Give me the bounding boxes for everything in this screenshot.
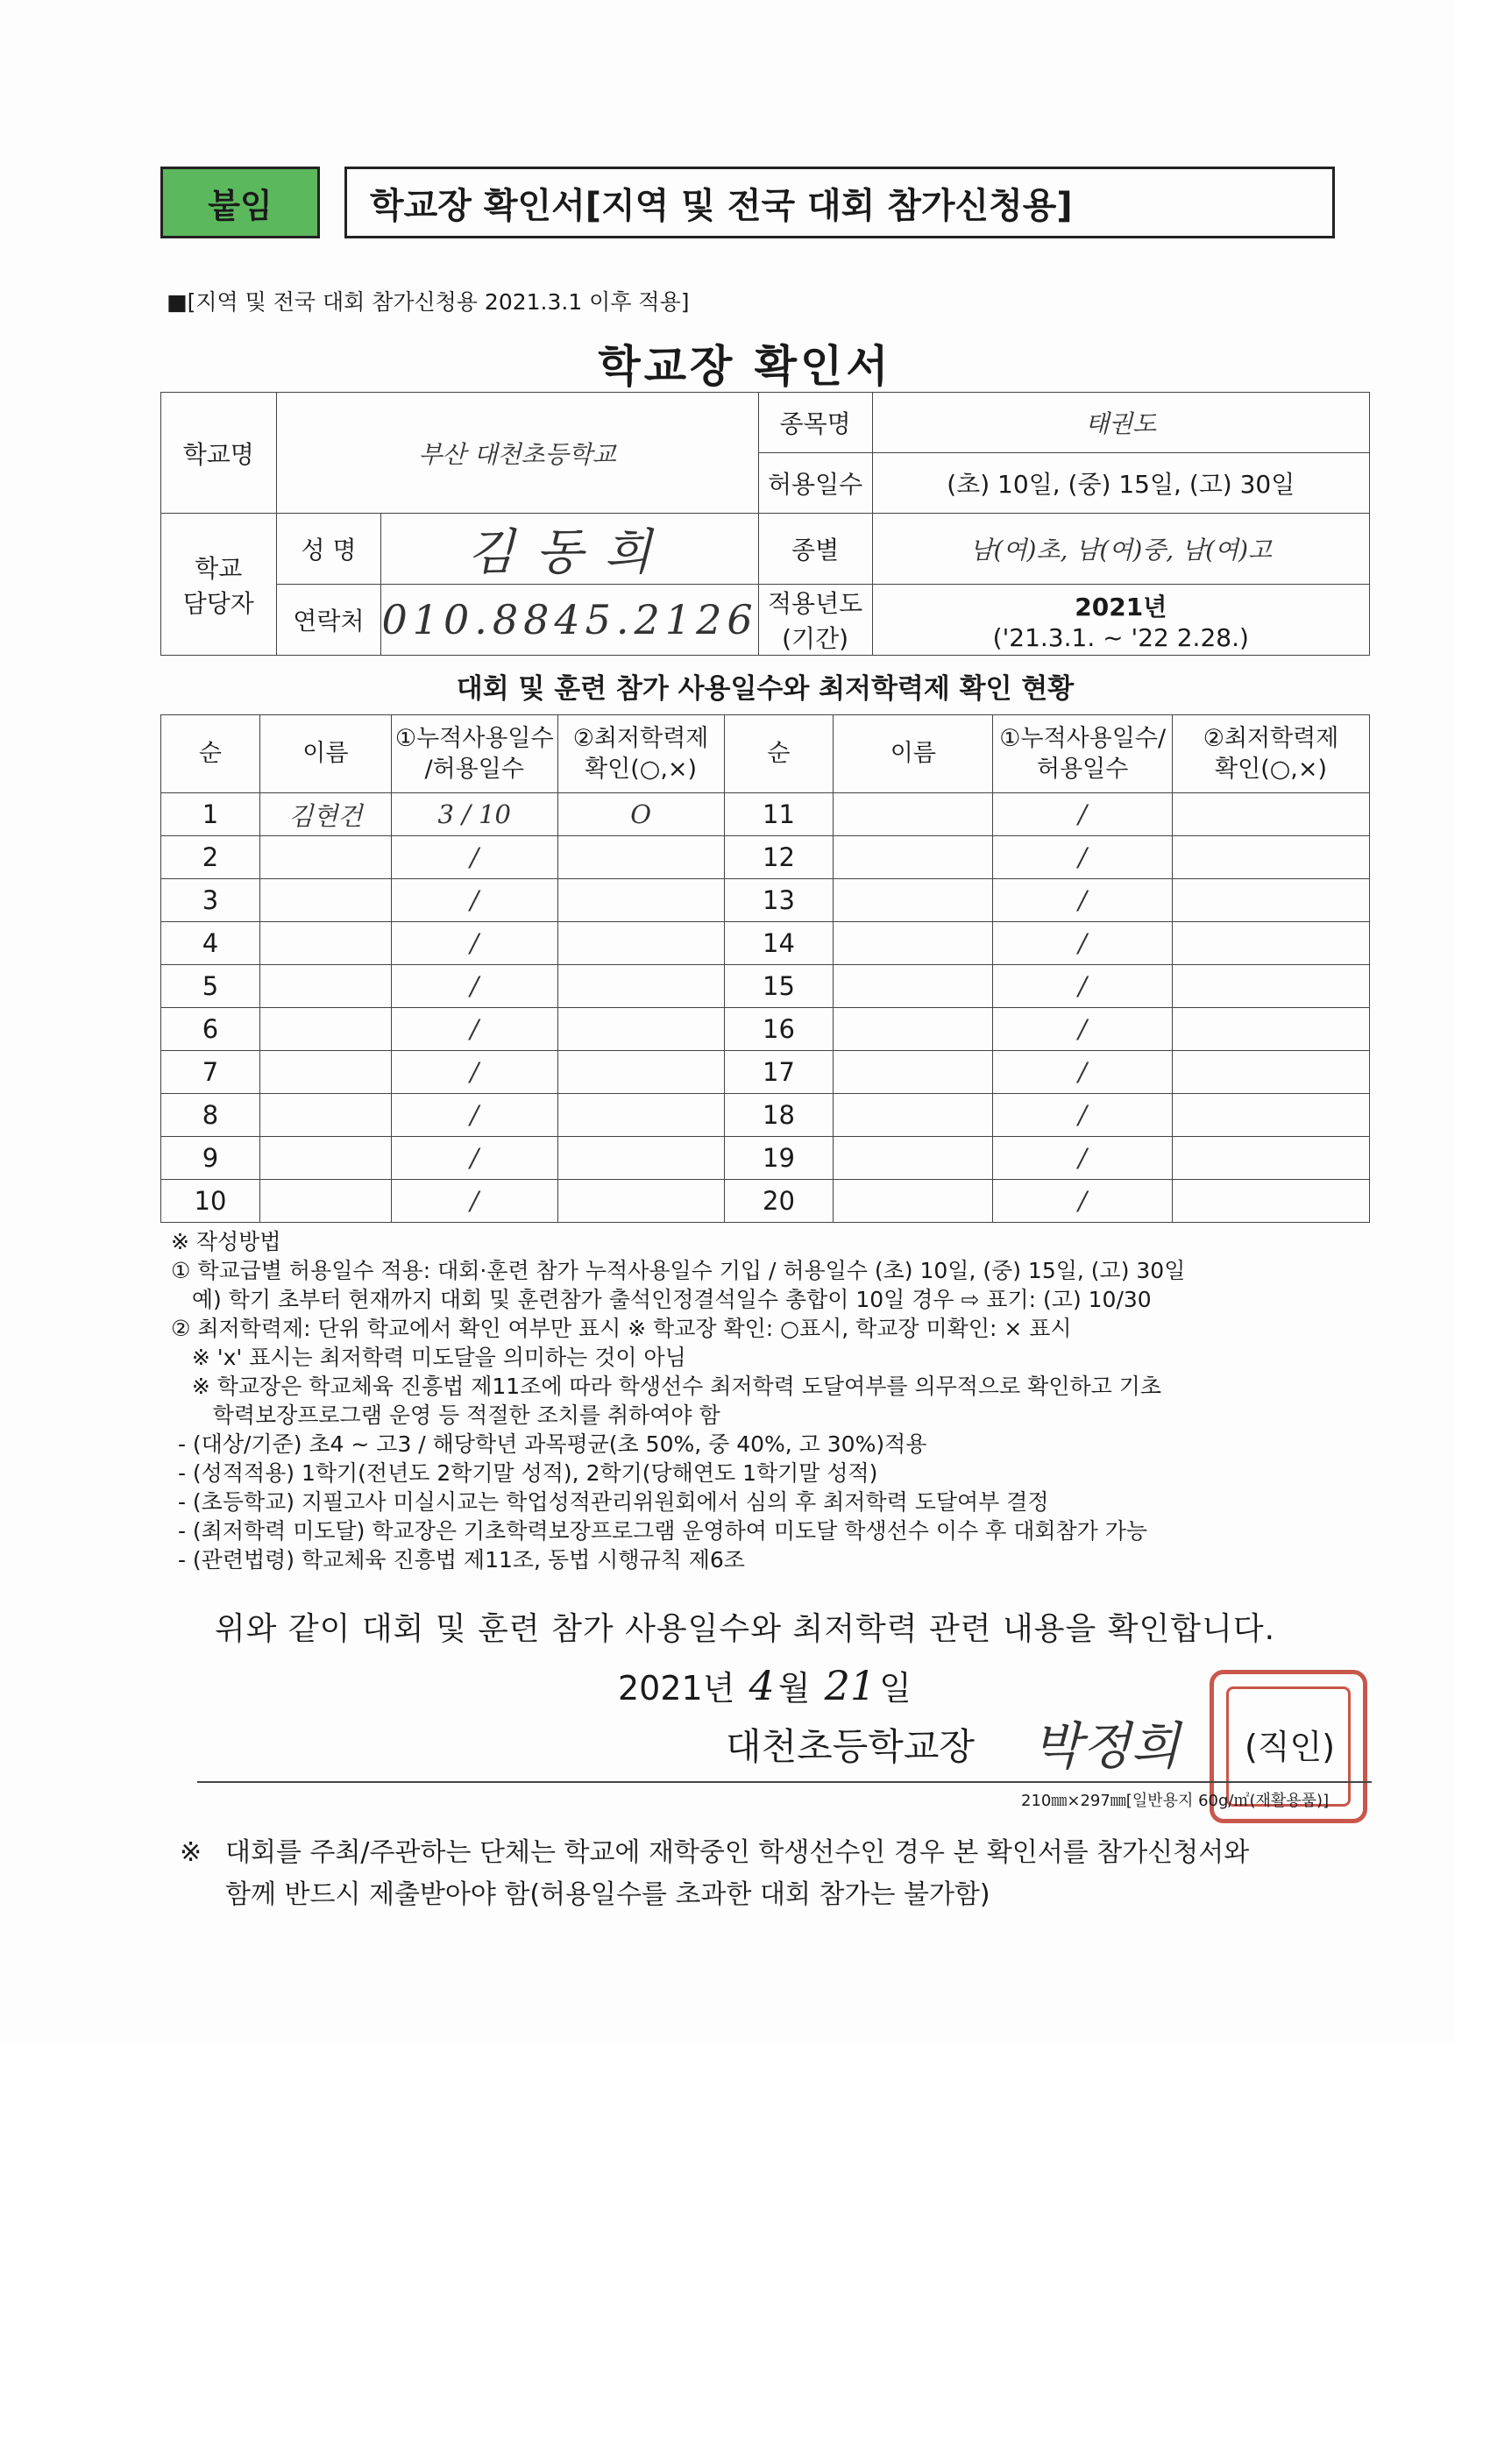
col-name: 이름 (259, 715, 391, 793)
notice-text: ■[지역 및 전국 대회 참가신청용 2021.3.1 이후 적용] (167, 289, 690, 315)
attachment-badge: 붙임 (160, 167, 320, 238)
instruction-line: ※ 'x' 표시는 최저학력 미도달을 의미하는 것이 아님 (171, 1345, 686, 1370)
divider (197, 1781, 1372, 1783)
row-name (259, 836, 391, 879)
table-row (161, 922, 1370, 965)
row-name-right (834, 879, 993, 922)
row-days-right: / (993, 836, 1173, 879)
row-name: 김현건 (259, 793, 391, 836)
row-no-right: 13 (724, 879, 834, 922)
row-check (557, 1008, 724, 1051)
contact-value: 010.8845.2126 (381, 585, 758, 656)
year-value (872, 585, 1369, 656)
row-name-right (834, 965, 993, 1008)
row-days: 3 / 10 (391, 793, 557, 836)
col-check (557, 715, 724, 793)
row-name-right (834, 1180, 993, 1223)
row-name (259, 1094, 391, 1137)
col-check-right-line1: ②최저학력제 (1203, 724, 1339, 752)
row-days-right: / (993, 1180, 1173, 1223)
col-name-right: 이름 (834, 715, 993, 793)
category-value: 남(여)초, 남(여)중, 남(여)고 (872, 514, 1369, 585)
row-no: 8 (161, 1094, 260, 1137)
table-row (161, 1008, 1370, 1051)
row-no: 6 (161, 1008, 260, 1051)
staff-label (161, 514, 277, 656)
instruction-line: - (초등학교) 지필고사 미실시교는 학업성적관리위원회에서 심의 후 최저학력 도달여부 결정 (171, 1489, 1049, 1515)
col-days-right-line1: ①누적사용일수/ (999, 724, 1167, 752)
row-check-right (1173, 1051, 1370, 1094)
row-days: / (391, 836, 557, 879)
row-name (259, 879, 391, 922)
row-days: / (391, 879, 557, 922)
col-days-line1: ①누적사용일수 (394, 724, 554, 752)
row-check-right (1173, 1180, 1370, 1223)
table-row (161, 1051, 1370, 1094)
col-days-line2: /허용일수 (424, 756, 524, 783)
col-no-right: 순 (724, 715, 834, 793)
table-row (161, 793, 1370, 836)
header-title: 학교장 확인서[지역 및 전국 대회 참가신청용] (344, 167, 1335, 238)
col-no: 순 (161, 715, 260, 793)
header (160, 167, 1335, 245)
row-name (259, 965, 391, 1008)
staff-label-line1: 학교 (195, 553, 243, 583)
col-days-right (993, 715, 1173, 793)
year-label (758, 585, 872, 656)
name-value: 김동희 (381, 514, 758, 585)
school-label: 학교명 (161, 393, 277, 514)
row-check-right (1173, 1094, 1370, 1137)
row-no: 2 (161, 836, 260, 879)
event-label: 종목명 (758, 393, 872, 453)
row-name-right (834, 793, 993, 836)
contact-label: 연락처 (276, 585, 381, 656)
instruction-line: - (최저학력 미도달) 학교장은 기초학력보장프로그램 운영하여 미도달 학생선수 이수 후 대회참가 가능 (171, 1518, 1148, 1544)
row-days-right: / (993, 922, 1173, 965)
page-title: 학교장 확인서 (598, 341, 892, 392)
seal-label: (직인) (1245, 1728, 1336, 1766)
row-days-right: / (993, 879, 1173, 922)
principal-title: 대천초등학교장 (726, 1725, 976, 1768)
date-day-unit: 일 (879, 1669, 912, 1708)
row-days: / (391, 1051, 557, 1094)
info-table (160, 392, 1370, 656)
usage-table (160, 714, 1370, 1223)
row-no-right: 18 (724, 1094, 834, 1137)
row-no-right: 15 (724, 965, 834, 1008)
row-name-right (834, 1051, 993, 1094)
row-check-right (1173, 836, 1370, 879)
footer-line1: 대회를 주최/주관하는 단체는 학교에 재학중인 학생선수인 경우 본 확인서를 참가신청서와 (225, 1837, 1250, 1868)
row-name (259, 1180, 391, 1223)
instruction-line: - (성적적용) 1학기(전년도 2학기말 성적), 2학기(당해연도 1학기말 성적) (171, 1460, 878, 1486)
row-check (557, 836, 724, 879)
date-year: 2021년 (618, 1669, 735, 1708)
row-days: / (391, 1094, 557, 1137)
row-days: / (391, 1008, 557, 1051)
row-check (557, 1137, 724, 1180)
instruction-line: - (대상/기준) 초4 ~ 고3 / 해당학년 과목평균(초 50%, 중 40%, 고 30%)적용 (171, 1431, 927, 1457)
row-days-right: / (993, 793, 1173, 836)
instruction-line: ※ 작성방법 (171, 1229, 281, 1254)
row-days: / (391, 922, 557, 965)
instruction-line: 예) 학기 초부터 현재까지 대회 및 훈련참가 출석인정결석일수 총합이 10일 경우 ⇨ 표기: (고) 10/30 (171, 1287, 1152, 1312)
row-days-right: / (993, 965, 1173, 1008)
row-check: O (557, 793, 724, 836)
row-no: 3 (161, 879, 260, 922)
category-label: 종별 (758, 514, 872, 585)
row-check (557, 965, 724, 1008)
row-name (259, 1008, 391, 1051)
col-check-right (1173, 715, 1370, 793)
instruction-line: ※ 학교장은 학교체육 진흥법 제11조에 따라 학생선수 최저학력 도달여부를 의무적으로 확인하고 기초 (171, 1374, 1162, 1399)
table-row (161, 965, 1370, 1008)
row-check (557, 1094, 724, 1137)
row-name-right (834, 922, 993, 965)
row-days: / (391, 1180, 557, 1223)
year-label-line1: 적용년도 (768, 589, 863, 618)
row-check (557, 922, 724, 965)
row-name (259, 1137, 391, 1180)
row-days-right: / (993, 1094, 1173, 1137)
row-no-right: 12 (724, 836, 834, 879)
instruction-line: ① 학교급별 허용일수 적용: 대회·훈련 참가 누적사용일수 기입 / 허용일수 (초) 10일, (중) 15일, (고) 30일 (171, 1258, 1186, 1283)
row-days: / (391, 1137, 557, 1180)
row-days: / (391, 965, 557, 1008)
paper-spec: 210㎜×297㎜[일반용지 60g/㎡(재활용품)] (1021, 1792, 1330, 1810)
footer-line2: 함께 반드시 제출받아야 함(허용일수를 초과한 대회 참가는 불가함) (225, 1879, 990, 1910)
table-row (161, 1137, 1370, 1180)
row-name-right (834, 1137, 993, 1180)
date-month: 4 (749, 1662, 775, 1709)
allowed-label: 허용일수 (758, 453, 872, 514)
row-name (259, 1051, 391, 1094)
usage-table-header (161, 715, 1370, 793)
col-days (391, 715, 557, 793)
name-label: 성 명 (276, 514, 381, 585)
instruction-line: ② 최저학력제: 단위 학교에서 확인 여부만 표시 ※ 학교장 확인: ○표시, 학교장 미확인: × 표시 (171, 1316, 1072, 1341)
row-name-right (834, 836, 993, 879)
col-check-line2: 확인(○,×) (585, 756, 698, 783)
row-check-right (1173, 879, 1370, 922)
staff-label-line2: 담당자 (182, 588, 254, 618)
table-row (161, 879, 1370, 922)
instruction-line: 학력보장프로그램 운영 등 적절한 조치를 취하여야 함 (171, 1402, 720, 1428)
allowed-value: (초) 10일, (중) 15일, (고) 30일 (872, 453, 1369, 514)
col-check-line1: ②최저학력제 (572, 724, 709, 752)
date-month-unit: 월 (777, 1669, 811, 1708)
row-days-right: / (993, 1137, 1173, 1180)
row-no: 1 (161, 793, 260, 836)
instruction-line: - (관련법령) 학교체육 진흥법 제11조, 동법 시행규칙 제6조 (171, 1547, 745, 1573)
row-name-right (834, 1094, 993, 1137)
row-check-right (1173, 793, 1370, 836)
row-days-right: / (993, 1051, 1173, 1094)
table-row (161, 1180, 1370, 1223)
row-check (557, 1180, 724, 1223)
row-no: 7 (161, 1051, 260, 1094)
row-no: 4 (161, 922, 260, 965)
row-no-right: 20 (724, 1180, 834, 1223)
instructions (171, 1227, 1380, 1574)
col-days-right-line2: 허용일수 (1037, 756, 1129, 783)
table-row (161, 836, 1370, 879)
footer-mark: ※ (180, 1837, 202, 1868)
row-check (557, 879, 724, 922)
confirm-statement: 위와 같이 대회 및 훈련 참가 사용일수와 최저학력 관련 내용을 확인합니다. (214, 1611, 1276, 1647)
row-no-right: 11 (724, 793, 834, 836)
row-no-right: 14 (724, 922, 834, 965)
table-row (161, 1094, 1370, 1137)
row-name (259, 922, 391, 965)
year-value-main: 2021년 (1075, 592, 1167, 621)
row-no-right: 17 (724, 1051, 834, 1094)
row-days-right: / (993, 1008, 1173, 1051)
row-check-right (1173, 922, 1370, 965)
event-value: 태권도 (872, 393, 1369, 453)
row-no-right: 16 (724, 1008, 834, 1051)
row-check-right (1173, 965, 1370, 1008)
year-label-line2: (기간) (782, 624, 849, 653)
school-value: 부산 대천초등학교 (276, 393, 758, 514)
row-check-right (1173, 1008, 1370, 1051)
row-no: 10 (161, 1180, 260, 1223)
footer-note (180, 1832, 1354, 1916)
issue-date (618, 1661, 912, 1709)
year-period: ('21.3.1. ~ '22 2.28.) (992, 622, 1249, 652)
row-no: 5 (161, 965, 260, 1008)
principal-signature: 박정희 (1032, 1716, 1181, 1776)
date-day: 21 (824, 1662, 876, 1709)
row-no-right: 19 (724, 1137, 834, 1180)
row-no: 9 (161, 1137, 260, 1180)
status-title: 대회 및 훈련 참가 사용일수와 최저학력제 확인 현황 (456, 673, 1075, 705)
row-check (557, 1051, 724, 1094)
row-name-right (834, 1008, 993, 1051)
col-check-right-line2: 확인(○,×) (1215, 756, 1328, 783)
row-check-right (1173, 1137, 1370, 1180)
